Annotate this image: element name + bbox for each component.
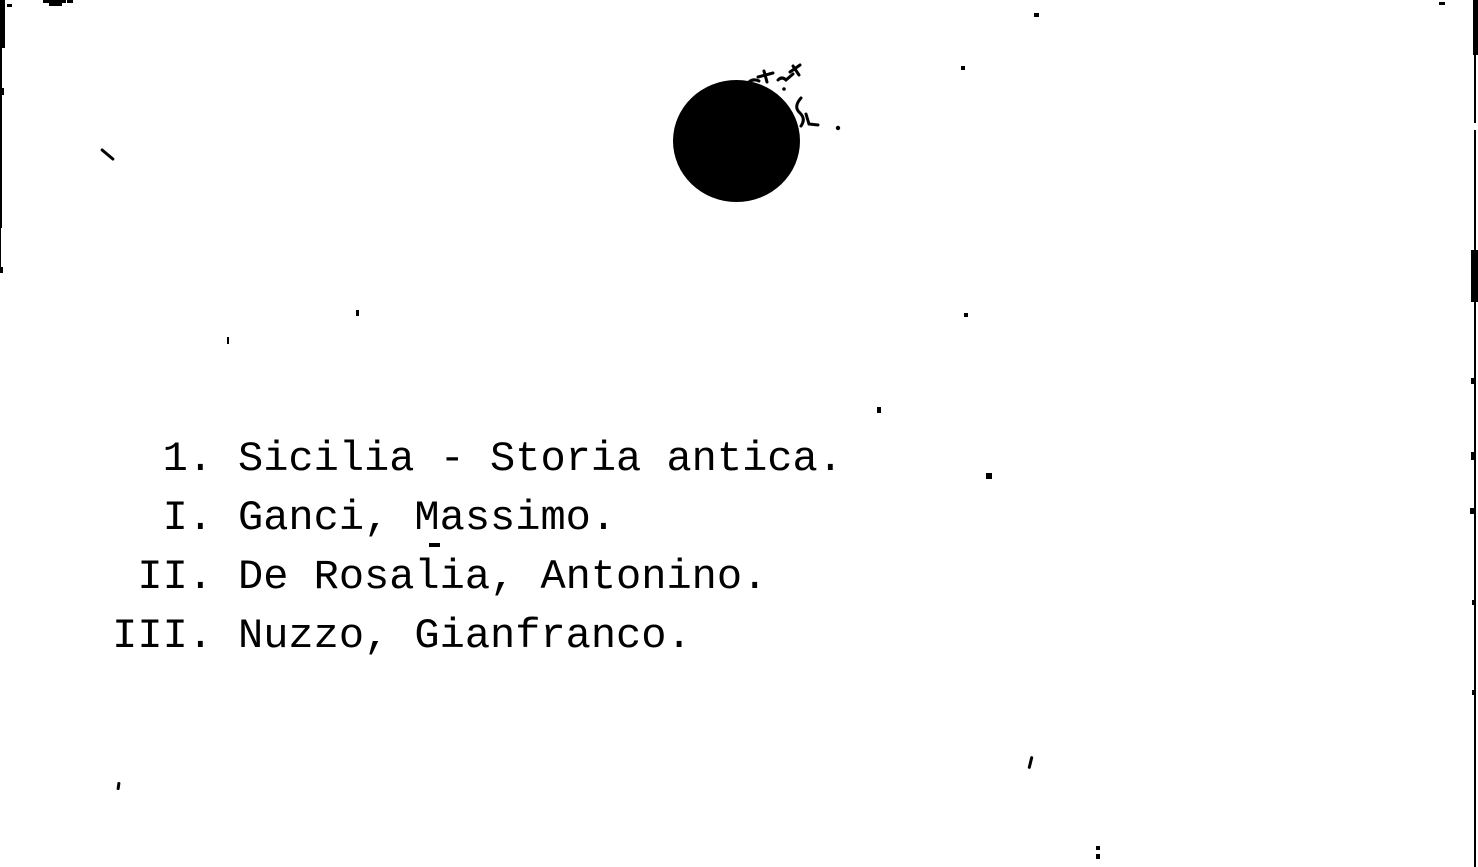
left-edge-artifact: [0, 228, 1, 270]
ink-speck: [1034, 13, 1039, 17]
top-edge-artifact: [67, 0, 73, 3]
tracing-line: [112, 489, 843, 548]
right-edge-artifact: [1472, 690, 1475, 695]
tracing-line: [112, 548, 843, 607]
pen-scribble: [740, 60, 850, 135]
ink-speck: [1096, 846, 1100, 850]
ink-speck: [356, 310, 359, 316]
tracing-text: De Rosalia, Antonino.: [238, 553, 768, 601]
ink-speck: [227, 337, 229, 344]
tracing-numeral: III.: [112, 612, 213, 660]
tracing-line: [112, 430, 843, 489]
left-edge-artifact: [0, 48, 2, 228]
right-edge-artifact: [1474, 130, 1476, 867]
tracing-text: Ganci, Massimo.: [238, 494, 617, 542]
left-edge-artifact: [0, 0, 5, 48]
right-edge-artifact: [1471, 250, 1478, 302]
apostrophe-mark: [1027, 756, 1033, 769]
top-edge-artifact: [49, 0, 62, 6]
tracing-numeral: I.: [162, 494, 213, 542]
right-edge-artifact: [1472, 600, 1475, 605]
right-edge-artifact: [1474, 55, 1476, 123]
right-edge-artifact: [1471, 452, 1474, 460]
left-edge-artifact: [0, 88, 4, 95]
ink-speck: [877, 407, 881, 413]
tracing-numeral: II.: [137, 553, 213, 601]
tracings-list: [112, 430, 843, 666]
ink-speck: [1096, 854, 1100, 859]
top-edge-artifact: [7, 4, 12, 7]
right-edge-artifact: [1470, 508, 1474, 514]
left-edge-artifact: [0, 267, 3, 273]
ink-speck: [961, 66, 965, 70]
pen-stroke: [100, 148, 115, 161]
tracing-text: Sicilia - Storia antica.: [238, 435, 843, 483]
tracing-text: Nuzzo, Gianfranco.: [238, 612, 692, 660]
top-edge-artifact: [1439, 2, 1445, 5]
apostrophe-mark: [116, 782, 120, 790]
right-edge-artifact: [1473, 0, 1478, 55]
right-edge-artifact: [1471, 378, 1474, 384]
ink-speck: [986, 473, 992, 479]
tracing-line: [112, 607, 843, 666]
tracing-numeral: 1.: [162, 435, 213, 483]
typewriter-correction-dash: [429, 543, 440, 547]
ink-speck: [964, 313, 968, 317]
